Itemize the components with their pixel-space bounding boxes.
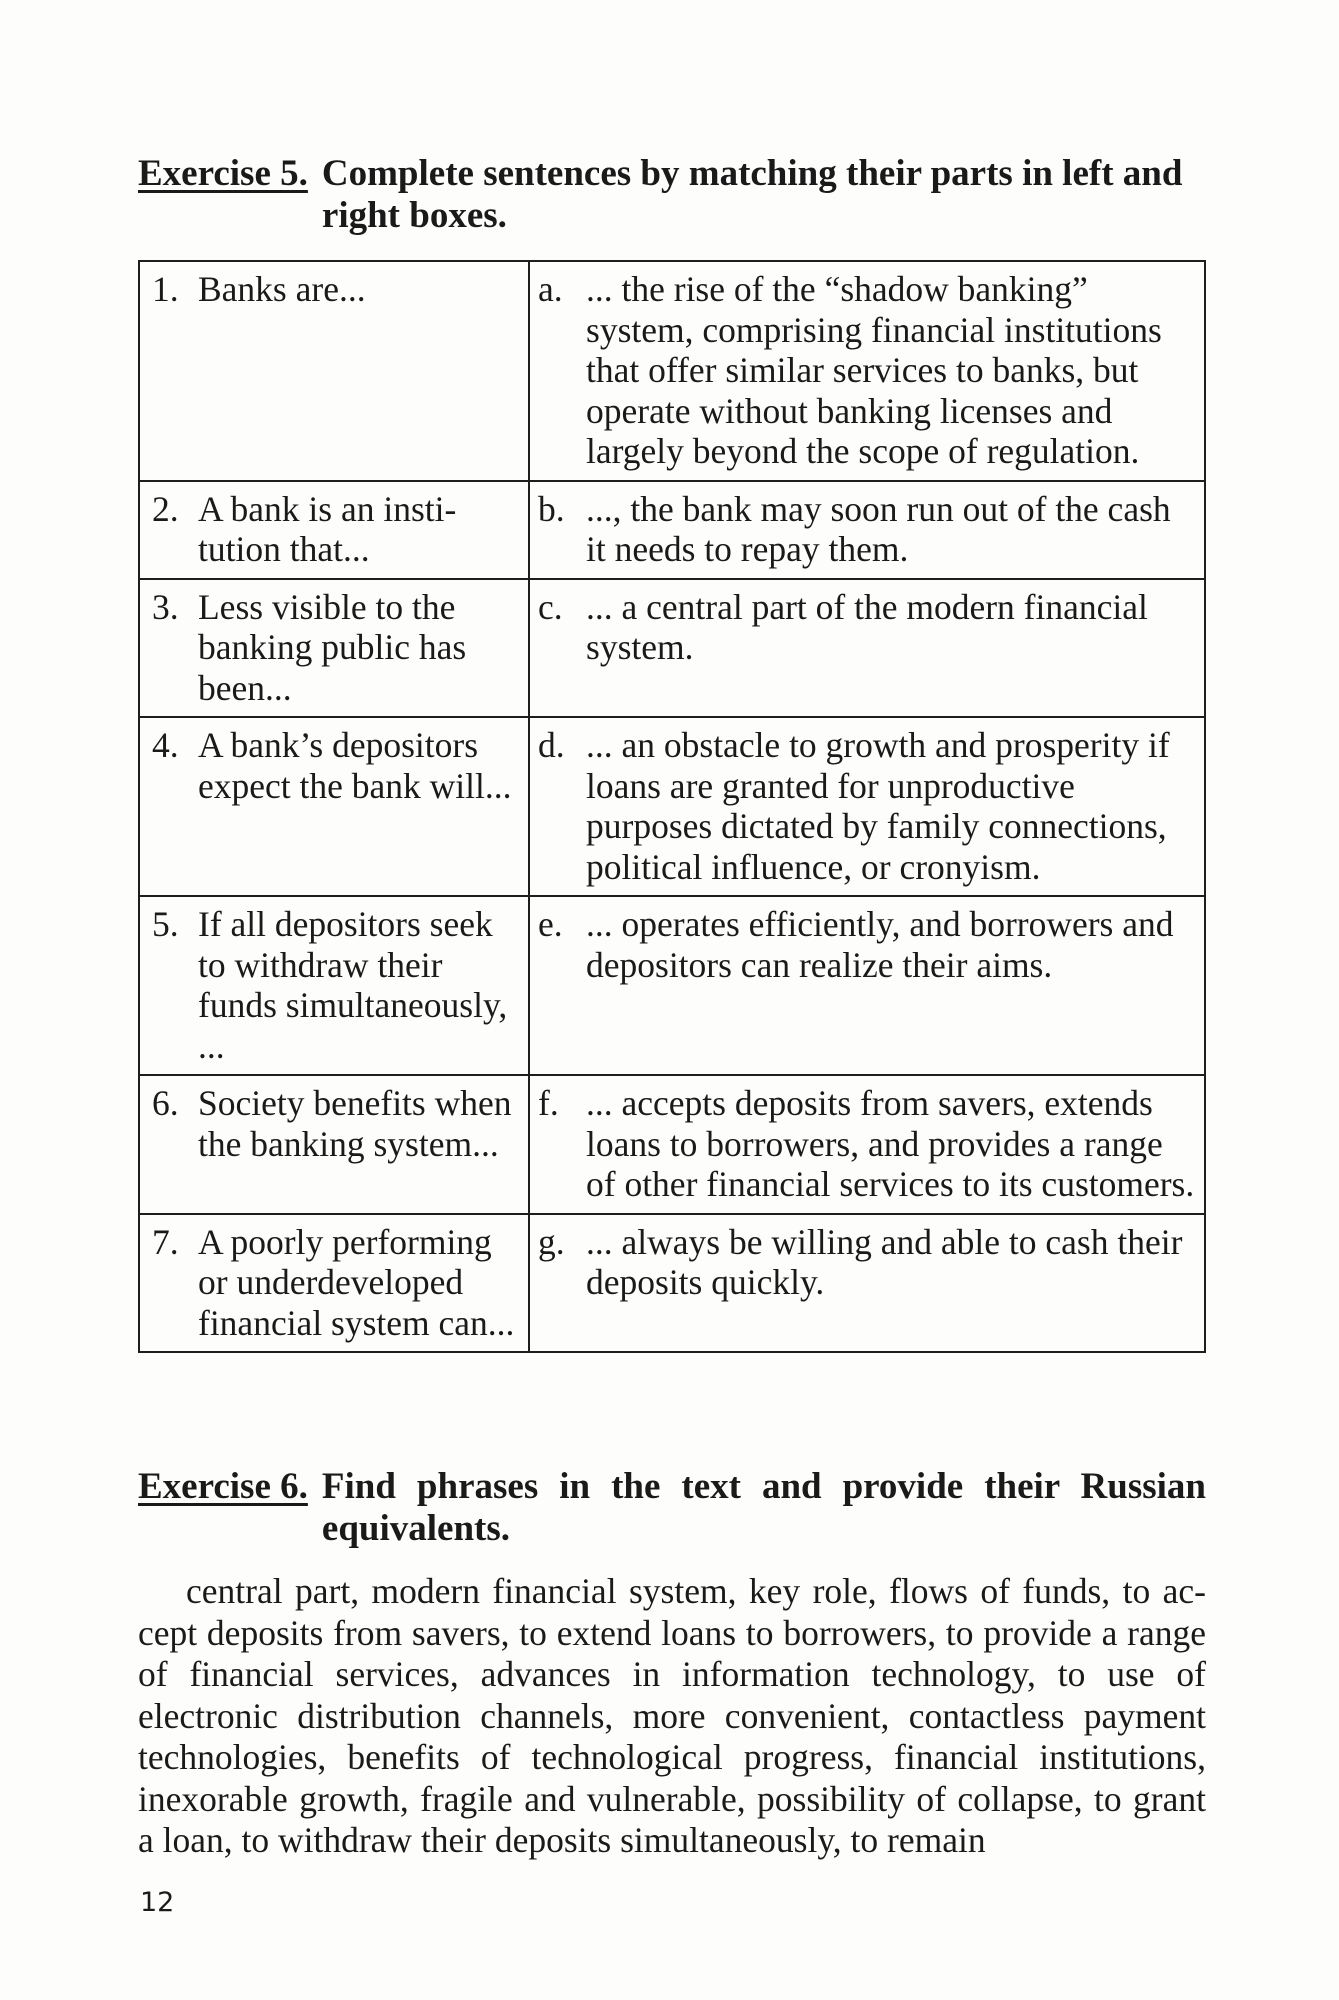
item-number: 6. <box>152 1083 179 1123</box>
sentence-end: ... a central part of the modern financial system. <box>586 586 1148 667</box>
right-cell <box>529 1214 1205 1353</box>
sentence-start: A bank is an institution that... <box>198 488 457 569</box>
table-row <box>139 1214 1205 1353</box>
sentence-end: ..., the bank may soon run out of the cash it needs to repay them. <box>586 488 1171 569</box>
page-number: 12 <box>140 1887 175 1918</box>
item-letter: c. <box>538 586 563 627</box>
exercise-6-title: Find phrases in the text and provide their Russian equivalents. <box>321 1466 1206 1549</box>
sentence-start: A poorly performing or underdeveloped financial system can... <box>198 1221 515 1343</box>
sentence-start: Society benefits when the banking system... <box>198 1083 512 1164</box>
table-row <box>139 896 1205 1075</box>
item-letter: d. <box>538 725 565 765</box>
left-cell <box>139 717 529 896</box>
table-row <box>139 717 1205 896</box>
sentence-end: ... always be willing and able to cash their deposits quickly. <box>586 1221 1183 1302</box>
sentence-start: If all depositors seek to withdraw their funds simultaneously, ... <box>198 904 508 1066</box>
left-cell <box>139 1214 529 1353</box>
sentence-end: ... the rise of the “shadow banking” system, comprising financial institutions that offer similar services to banks, but operate without banking licenses and largely beyond the scope of regulation. <box>586 269 1162 471</box>
sentence-end: ... accepts deposits from savers, extends loans to borrowers, and provides a range of other financial services to its customers. <box>586 1083 1195 1204</box>
sentence-start: Banks are... <box>198 269 366 309</box>
sentence-end: ... operates efficiently, and borrowers and depositors can realize their aims. <box>586 904 1174 985</box>
item-number: 4. <box>152 725 179 765</box>
exercise-6-phrase-list: central part, modern financial system, key role, flows of funds, to accept deposits from savers, to extend loans to borrowers, to provide a range of financial services, advances in information technology, to use of electronic distribution channels, more convenient, contactless payment technologies, benefits of technological progress, financial institutions, inexorable growth, fragile and vulnerable, possibility of collapse, to grant a loan, to withdraw their deposits simultaneously, to remain <box>138 1571 1206 1860</box>
left-cell <box>139 896 529 1075</box>
right-cell <box>529 1075 1205 1214</box>
item-number: 5. <box>152 904 179 944</box>
sentence-start: A bank’s depositors expect the bank will... <box>198 725 512 806</box>
item-letter: e. <box>538 904 563 944</box>
sentence-start: Less visible to the banking public has been... <box>198 586 467 708</box>
item-letter: g. <box>538 1221 565 1262</box>
right-cell <box>529 481 1205 579</box>
right-cell <box>529 261 1205 481</box>
item-number: 2. <box>152 488 179 529</box>
left-cell <box>139 1075 529 1214</box>
left-cell <box>139 261 529 481</box>
table-row <box>139 579 1205 718</box>
left-cell <box>139 481 529 579</box>
item-letter: a. <box>538 269 563 309</box>
matching-table <box>138 260 1206 1353</box>
right-cell <box>529 579 1205 718</box>
table-row <box>139 481 1205 579</box>
exercise-5-title: Complete sentences by matching their parts in left and right boxes. <box>321 153 1183 236</box>
table-row <box>139 1075 1205 1214</box>
right-cell <box>529 896 1205 1075</box>
item-number: 1. <box>152 269 179 309</box>
exercise-5-label: Exercise 5. <box>138 153 308 194</box>
sentence-end: ... an obstacle to growth and prosperity if loans are granted for unproductive purposes dictated by family connections, political influence, or cronyism. <box>586 725 1170 887</box>
left-cell <box>139 579 529 718</box>
exercise-6-label: Exercise 6. <box>138 1466 308 1507</box>
exercise-6-heading <box>138 1466 1206 1550</box>
item-number: 3. <box>152 586 179 627</box>
item-letter: f. <box>538 1083 559 1123</box>
item-letter: b. <box>538 488 565 529</box>
exercise-5-heading <box>138 153 1206 237</box>
item-number: 7. <box>152 1221 179 1262</box>
right-cell <box>529 717 1205 896</box>
table-row <box>139 261 1205 481</box>
